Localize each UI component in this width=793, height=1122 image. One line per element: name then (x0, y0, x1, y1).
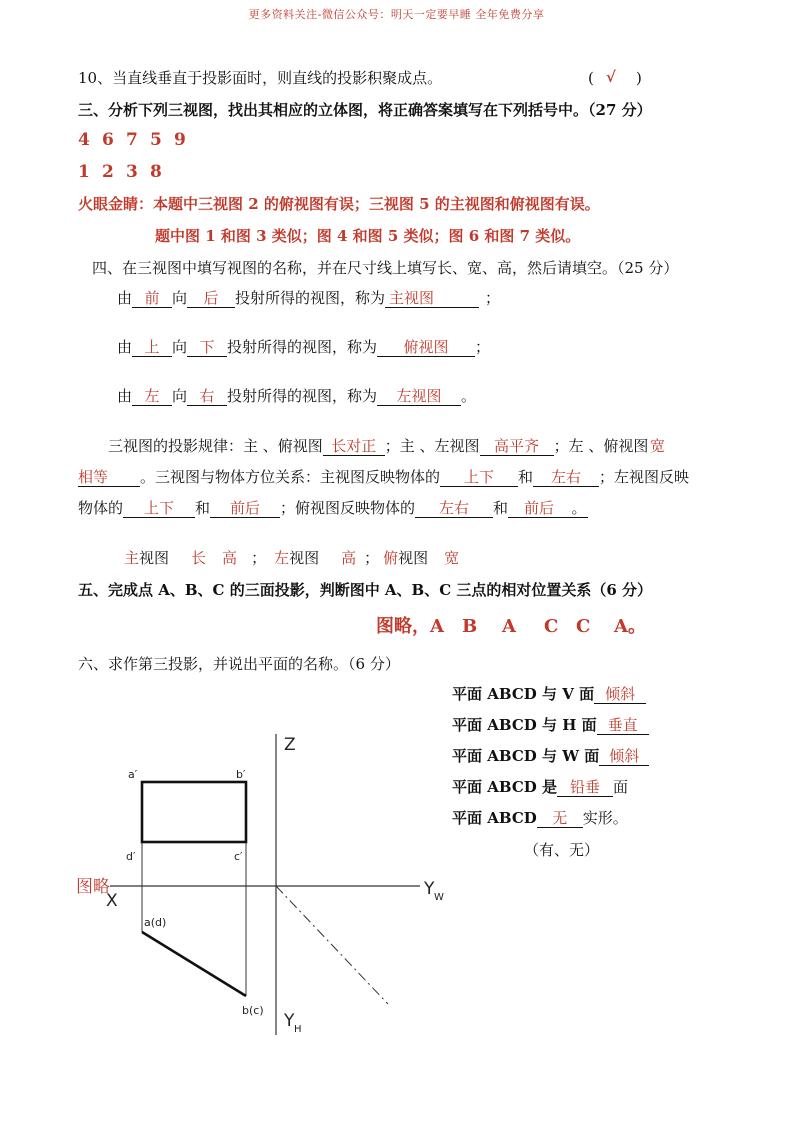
s4-l2-blank-to: 下 (187, 338, 227, 357)
label-yh-sub: H (294, 1024, 302, 1035)
s3-ans-6: 1 (78, 162, 90, 182)
rule-p6: ；左视图反映 (599, 468, 690, 486)
page-header-watermark: 更多资料关注-微信公众号：明天一定要早睡 全年免费分享 (248, 8, 545, 21)
diagram-omitted-note: 图略 (76, 877, 110, 897)
axis-45-line (276, 886, 388, 1004)
rule-p3: ；左 、俯视图 (553, 437, 649, 455)
s3-ans-7: 2 (102, 162, 114, 182)
s3-note-2: 题中图 1 和图 3 类似；图 4 和图 5 类似；图 6 和图 7 类似。 (155, 227, 581, 245)
s3-ans-2: 6 (102, 130, 114, 150)
s4-l3-end: 。 (461, 387, 477, 405)
section-6-title: 六、求作第三投影，并说出平面的名称。（6 分） (78, 655, 400, 673)
q10-answer-check: √ (606, 68, 616, 86)
s5-ans-4: C (544, 616, 559, 637)
s6-r4-label: 平面 ABCD 是 (452, 778, 557, 796)
s6-r4-blank: 铅垂 (557, 778, 613, 797)
s4-l2-to: 向 (172, 338, 188, 356)
s4-l3-blank-view: 左视图 (377, 387, 461, 406)
s6-r3-blank: 倾斜 (599, 747, 649, 766)
s4-l1-blank-to: 后 (187, 289, 235, 308)
rule-p1: 三视图的投影规律：主 、俯视图 (108, 437, 323, 455)
s4-l3-to: 向 (172, 387, 188, 405)
rule-p7: 物体的 (78, 499, 124, 517)
q10-bracket-close: ) (636, 69, 642, 87)
s4-l2-blank-from: 上 (132, 338, 172, 357)
s3-ans-1: 4 (78, 130, 90, 150)
s3-note-1: 火眼金睛：本题中三视图 2 的俯视图有误；三视图 5 的主视图和俯视图有误。 (78, 195, 600, 213)
dims-main: 主 (124, 549, 140, 567)
s6-r5-suffix: 实形。 (582, 809, 628, 827)
s4-l1-to: 向 (172, 289, 188, 307)
rule-p8: 和 (195, 499, 211, 517)
s4-l2-prefix: 由 (117, 338, 133, 356)
dims-top: 俯 (383, 549, 399, 567)
dims-height-2: 高 (341, 549, 357, 567)
q10-text: 10、当直线垂直于投影面时，则直线的投影积聚成点。 (78, 69, 443, 87)
s4-l2-mid: 投射所得的视图，称为 (227, 338, 378, 356)
label-a-d: a(d) (144, 916, 167, 929)
s6-r2-label: 平面 ABCD 与 H 面 (452, 716, 597, 734)
rule-blank-4: 上下 (440, 468, 518, 487)
label-yh: Y (284, 1011, 295, 1031)
dims-height-1: 高 (222, 549, 238, 567)
s6-r5-blank: 无 (537, 809, 583, 828)
s4-l1-end: ； (485, 289, 501, 307)
section-5-title: 五、完成点 A、B、C 的三面投影，判断图中 A、B、C 三点的相对位置关系（6 分） (78, 581, 653, 599)
s5-ans-5: C (576, 616, 591, 637)
label-a-prime: a′ (128, 768, 138, 781)
s4-l1-blank-view: 主视图 (385, 289, 479, 308)
rule-blank-7: 前后 (210, 499, 280, 518)
s4-l3-mid: 投射所得的视图，称为 (227, 387, 378, 405)
top-view-line (142, 932, 246, 996)
s6-r2-blank: 垂直 (597, 716, 649, 735)
s4-l3-prefix: 由 (117, 387, 133, 405)
label-yw-sub: W (434, 892, 444, 903)
rule-p10: 和 (493, 499, 509, 517)
s3-ans-4: 5 (150, 130, 162, 150)
dims-sep-2: ； (364, 549, 380, 567)
label-d-prime: d′ (126, 850, 136, 863)
s6-options: （有、无） (524, 841, 600, 859)
dims-main-view: 视图 (139, 549, 170, 567)
rule-blank-3b: 相等 (78, 468, 140, 487)
rule-blank-6: 上下 (123, 499, 195, 518)
s5-ans-omit: 图略， (376, 616, 430, 637)
rule-p4: 。三视图与物体方位关系：主视图反映物体的 (140, 468, 441, 486)
s3-ans-3: 7 (126, 130, 138, 150)
rule-blank-1: 长对正 (323, 437, 385, 456)
s5-ans-1: A (430, 616, 444, 637)
rule-p9: ；俯视图反映物体的 (280, 499, 416, 517)
s3-ans-9: 8 (150, 162, 162, 182)
section-3-title: 三、分析下列三视图，找出其相应的立体图，将正确答案填写在下列括号中。（27 分） (78, 101, 652, 119)
s4-l3-blank-from: 左 (132, 387, 172, 406)
rule-blank-8: 左右 (415, 499, 493, 518)
dims-width: 宽 (444, 549, 460, 567)
s5-ans-2: B (462, 616, 478, 637)
rule-blank-9: 前后 (508, 499, 570, 518)
s4-l1-mid: 投射所得的视图，称为 (235, 289, 386, 307)
rule-p2: ；主 、左视图 (384, 437, 480, 455)
label-c-prime: c′ (234, 850, 243, 863)
s4-l1-prefix: 由 (117, 289, 133, 307)
s4-l2-blank-view: 俯视图 (377, 338, 475, 357)
dims-left: 左 (274, 549, 290, 567)
rule-blank-5: 左右 (533, 468, 599, 487)
s4-l1-blank-from: 前 (132, 289, 172, 308)
rule-blank-3a: 宽 (649, 437, 665, 455)
label-b-c: b(c) (242, 1004, 264, 1017)
dims-length: 长 (191, 549, 207, 567)
dims-sep-1: ； (251, 549, 267, 567)
s6-r1-label: 平面 ABCD 与 V 面 (452, 685, 595, 703)
dims-left-view: 视图 (289, 549, 320, 567)
rule-blank-2: 高平齐 (480, 437, 554, 456)
section-4-title: 四、在三视图中填写视图的名称，并在尺寸线上填写长、宽、高，然后请填空。（25 分） (92, 259, 679, 277)
s4-l3-blank-to: 右 (187, 387, 227, 406)
label-yw: Y (424, 879, 435, 899)
rule-p11: 。 (571, 499, 587, 517)
s6-r1-blank: 倾斜 (594, 685, 646, 704)
label-b-prime: b′ (236, 768, 246, 781)
s4-l2-end: ； (475, 338, 491, 356)
s5-ans-3: A (502, 616, 516, 637)
q10-bracket-open: ( (588, 69, 594, 87)
label-x: X (106, 891, 118, 911)
dims-top-view: 视图 (398, 549, 429, 567)
label-z: Z (284, 735, 296, 755)
rule-p5: 和 (518, 468, 534, 486)
s5-ans-6: A。 (614, 616, 646, 637)
s3-ans-5: 9 (174, 130, 186, 150)
s6-r5-label: 平面 ABCD (452, 809, 537, 827)
s6-r4-suffix: 面 (613, 778, 629, 796)
front-view-rectangle (142, 782, 246, 842)
s3-ans-8: 3 (126, 162, 138, 182)
s6-r3-label: 平面 ABCD 与 W 面 (452, 747, 600, 765)
